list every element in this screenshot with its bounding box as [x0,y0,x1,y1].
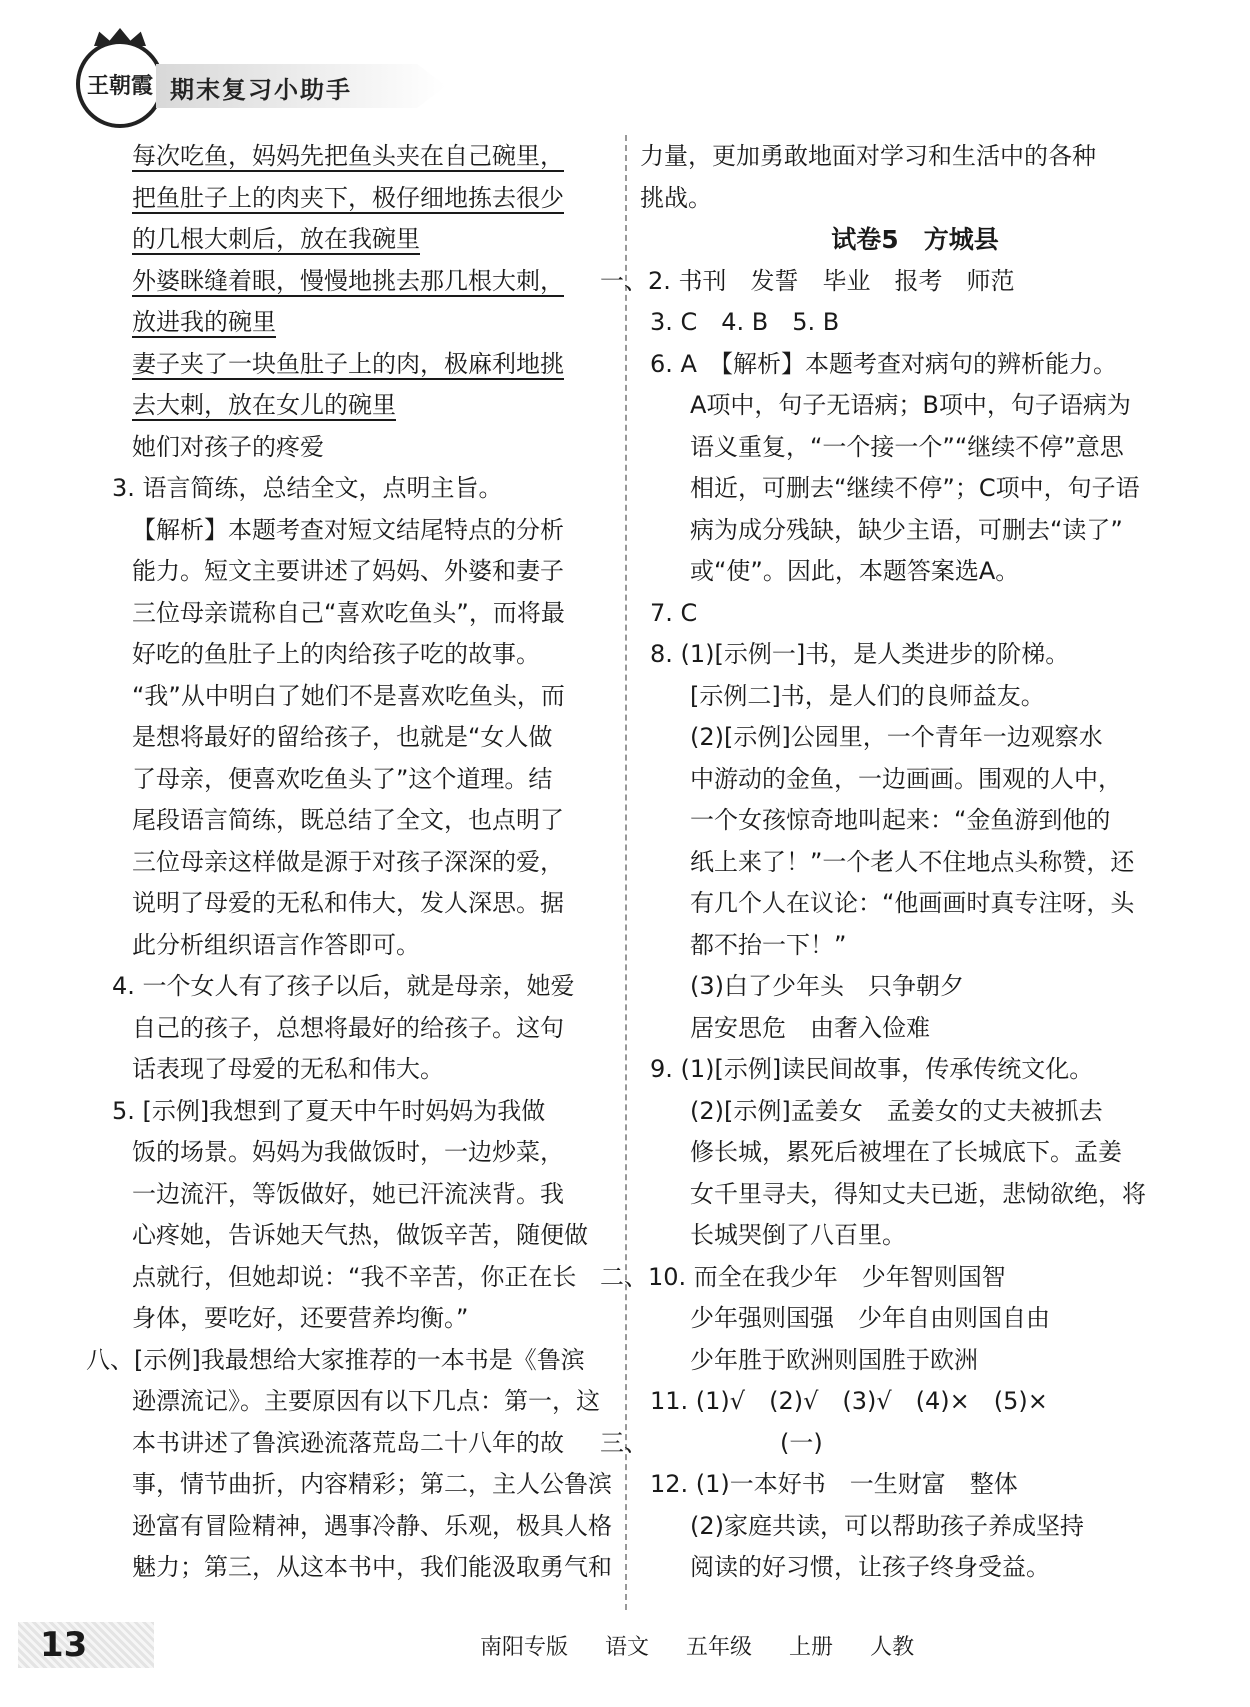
section-line: 二、10. 而全在我少年 少年智则国智 [600,1262,1006,1291]
text-line: 本书讲述了鲁滨逊流落荒岛二十八年的故 [132,1428,564,1457]
text-line: “我”从中明白了她们不是喜欢吃鱼头，而 [132,681,565,710]
text-line: 是想将最好的留给孩子，也就是“女人做 [132,723,553,751]
text-line: 此分析组织语言作答即可。 [132,930,420,959]
answer-line: 7. C [650,598,698,627]
text-line: 病为成分残缺，缺少主语，可删去“读了” [690,515,1123,544]
text-line: 点就行，但她却说：“我不辛苦，你正在长 [132,1262,577,1291]
text-line: 身体，要吃好，还要营养均衡。” [132,1304,469,1332]
text-line: [示例二]书，是人们的良师益友。 [690,681,1045,710]
left-column [86,136,612,1589]
text-line: 了母亲，便喜欢吃鱼头了”这个道理。结 [132,764,553,793]
text-line: 妻子夹了一块鱼肚子上的肉，极麻利地挑 [132,349,564,378]
section-line: 三、 (一) [600,1428,823,1457]
text-line: 都不抬一下！” [690,930,847,959]
text-line: 逊富有冒险精神，遇事冷静、乐观，极具人格 [132,1511,612,1540]
text-line: 女千里寻夫，得知丈夫已逝，悲恸欲绝，将 [690,1179,1146,1208]
right-column [600,136,1170,1589]
volume: 上册 [789,1635,834,1660]
text-line: 把鱼肚子上的肉夹下，极仔细地拣去很少 [132,183,564,212]
text-line: 饭的场景。妈妈为我做饭时，一边炒菜， [132,1138,564,1166]
text-line: 心疼她，告诉她天气热，做饭辛苦，随便做 [132,1221,588,1249]
answer-line: 12. (1)一本好书 一生财富 整体 [650,1470,1018,1498]
text-line: 自己的孩子，总想将最好的给孩子。这句 [132,1013,564,1042]
text-line: 一个女孩惊奇地叫起来：“金鱼游到他的 [690,806,1111,834]
text-line: 话表现了母爱的无私和伟大。 [132,1055,444,1083]
text-line: 三位母亲这样做是源于对孩子深深的爱， [132,847,564,876]
text-line: 她们对孩子的疼爱 [132,432,324,461]
text-line: 阅读的好习惯，让孩子终身受益。 [690,1553,1050,1581]
text-line: 能力。短文主要讲述了妈妈、外婆和妻子 [132,557,564,585]
text-line: A项中，句子无语病；B项中，句子语病为 [690,391,1131,419]
section-line: 八、[示例]我最想给大家推荐的一本书是《鲁滨 [86,1345,585,1374]
text-line: 少年强则国强 少年自由则国自由 [690,1304,1050,1332]
text-line: (3)白了少年头 只争朝夕 [690,972,964,1000]
text-line: 三位母亲谎称自己“喜欢吃鱼头”，而将最 [132,598,565,627]
text-line: 力量，更加勇敢地面对学习和生活中的各种 [640,142,1096,170]
section-line: 一、2. 书刊 发誓 毕业 报考 师范 [600,266,1015,295]
text-line: 或“使”。因此，本题答案选A。 [690,557,1020,585]
answer-line: 9. (1)[示例]读民间故事，传承传统文化。 [650,1055,1094,1083]
analysis-line: 【解析】本题考查对短文结尾特点的分析 [132,515,564,544]
logo-text: 王朝霞 [86,72,153,99]
page-number: 13 [40,1625,88,1665]
subject: 语文 [605,1635,650,1660]
footer-info [480,1630,944,1661]
header [76,28,376,138]
answer-line: 5. [示例]我想到了夏天中午时妈妈为我做 [112,1096,546,1125]
banner-title: 期末复习小助手 [170,76,352,104]
text-line: 好吃的鱼肚子上的肉给孩子吃的故事。 [132,640,540,668]
answer-line: 3. 语言简练，总结全文，点明主旨。 [112,474,503,502]
text-line: 少年胜于欧洲则国胜于欧洲 [690,1345,978,1374]
grade: 五年级 [686,1635,753,1660]
text-line: 魅力；第三，从这本书中，我们能汲取勇气和 [132,1553,612,1581]
text-line: 逊漂流记》。主要原因有以下几点：第一，这 [132,1387,600,1415]
answer-line: 8. (1)[示例一]书，是人类进步的阶梯。 [650,640,1070,668]
answer-line: 4. 一个女人有了孩子以后，就是母亲，她爱 [112,972,575,1000]
edition: 南阳专版 [480,1635,569,1660]
text-line: (2)[示例]公园里，一个青年一边观察水 [690,723,1103,751]
text-line: 尾段语言简练，既总结了全文，也点明了 [132,806,564,834]
text-line: 相近，可删去“继续不停”；C项中，句子语 [690,474,1140,502]
text-line: 挑战。 [640,183,712,212]
text-line: 居安思危 由奢入俭难 [690,1013,930,1042]
answer-line: 3. C 4. B 5. B [650,308,840,336]
text-line: 修长城，累死后被埋在了长城底下。孟姜 [690,1138,1122,1166]
publisher: 人教 [870,1635,915,1660]
text-line: 纸上来了！”一个老人不住地点头称赞，还 [690,847,1135,876]
text-line: 中游动的金鱼，一边画画。围观的人中， [690,764,1122,793]
text-line: 每次吃鱼，妈妈先把鱼头夹在自己碗里， [132,142,564,170]
answer-line: 6. A 【解析】本题考查对病句的辨析能力。 [650,349,1117,378]
column-divider [625,135,627,1610]
text-line: 长城哭倒了八百里。 [690,1221,906,1249]
answer-line: 11. (1)√ (2)√ (3)√ (4)× (5)× [650,1387,1048,1415]
text-line: (2)[示例]孟姜女 孟姜女的丈夫被抓去 [690,1096,1103,1125]
text-line: 外婆眯缝着眼，慢慢地挑去那几根大刺， [132,266,564,295]
text-line: 语义重复，“一个接一个”“继续不停”意思 [690,432,1124,461]
text-line: 去大刺，放在女儿的碗里 [132,391,396,419]
text-line: 说明了母爱的无私和伟大，发人深思。据 [132,889,564,917]
text-line: 有几个人在议论：“他画画时真专注呀，头 [690,889,1135,917]
exam-title: 试卷5 方城县 [831,225,999,254]
text-line: 放进我的碗里 [132,308,276,336]
text-line: 事，情节曲折，内容精彩；第二，主人公鲁滨 [132,1470,612,1498]
text-line: (2)家庭共读，可以帮助孩子养成坚持 [690,1511,1084,1540]
text-line: 的几根大刺后，放在我碗里 [132,225,420,253]
text-line: 一边流汗，等饭做好，她已汗流浃背。我 [132,1179,564,1208]
logo [76,40,164,128]
